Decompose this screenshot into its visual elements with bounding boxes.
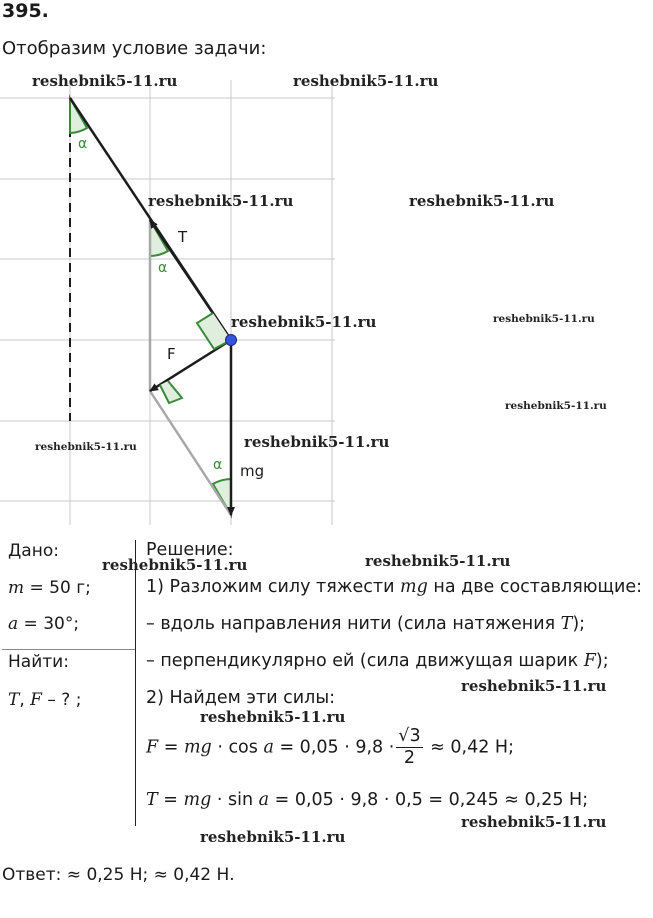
- grid: [0, 80, 335, 525]
- bullet1-post: );: [572, 614, 586, 634]
- intro-text: Отобразим условие задачи:: [2, 38, 267, 59]
- find-f: F: [30, 690, 42, 710]
- watermark: reshebnik5-11.ru: [461, 813, 607, 831]
- watermark: reshebnik5-11.ru: [244, 433, 390, 451]
- step1-post: на две составляющие:: [427, 577, 642, 597]
- gray-hypotenuse: [150, 391, 231, 515]
- solution-bullet2: [146, 651, 609, 671]
- eq1-lhs: F: [146, 737, 159, 758]
- label-f: F: [167, 345, 176, 363]
- answer-text: Ответ: ≈ 0,25 Н; ≈ 0,42 Н.: [2, 865, 235, 885]
- label-t: T: [178, 228, 188, 246]
- step1-var: mg: [400, 577, 428, 597]
- label-alpha-bottom: α: [213, 457, 223, 473]
- angle-var: a: [8, 614, 19, 634]
- watermark: reshebnik5-11.ru: [35, 441, 137, 453]
- fraction-numerator: √3: [398, 726, 421, 746]
- watermark: reshebnik5-11.ru: [505, 400, 607, 412]
- eq2-a: a: [258, 790, 270, 810]
- bullet2-pre: – перпендикулярно ей (сила движущая шарик: [146, 651, 584, 671]
- equation-f: [146, 728, 514, 767]
- eq1-mid1: =: [158, 737, 184, 758]
- watermark: reshebnik5-11.ru: [200, 708, 346, 726]
- given-mass: [8, 578, 91, 598]
- solution-bullet1: [146, 614, 585, 634]
- watermark: reshebnik5-11.ru: [409, 192, 555, 210]
- eq2-end: = 0,05 · 9,8 · 0,5 = 0,245 ≈ 0,25 Н;: [269, 790, 589, 810]
- watermark: reshebnik5-11.ru: [200, 828, 346, 846]
- equation-t: [146, 790, 588, 810]
- watermark: reshebnik5-11.ru: [148, 192, 294, 210]
- solution-step2: 2) Найдем эти силы:: [146, 688, 336, 708]
- label-alpha-top: α: [78, 136, 88, 152]
- eq1-end: ≈ 0,42 Н;: [424, 737, 514, 758]
- mass-value: = 50 г;: [24, 578, 91, 598]
- problem-number: 395.: [2, 0, 49, 22]
- watermark: reshebnik5-11.ru: [493, 313, 595, 325]
- label-mg: mg: [240, 462, 265, 480]
- label-alpha-mid: α: [158, 260, 168, 276]
- eq1-mid2: · cos: [211, 737, 264, 758]
- watermark: reshebnik5-11.ru: [231, 313, 377, 331]
- eq2-lhs: T: [146, 790, 158, 810]
- eq2-mid1: =: [157, 790, 184, 810]
- fraction: [396, 728, 422, 767]
- given-angle: [8, 614, 79, 634]
- step1-pre: 1) Разложим силу тяжести: [146, 577, 401, 597]
- find-title: Найти:: [8, 652, 69, 672]
- eq2-mid2: · sin: [211, 790, 259, 810]
- mass-var: m: [8, 578, 25, 598]
- bullet1-var: T: [560, 614, 573, 634]
- fraction-denominator: 2: [403, 747, 416, 768]
- solution-step1: [146, 577, 642, 597]
- find-rest: – ? ;: [41, 690, 82, 710]
- table-horizontal-divider: [2, 649, 135, 650]
- physics-diagram: [0, 80, 340, 530]
- eq2-mg: mg: [183, 790, 212, 810]
- table-vertical-divider: [135, 540, 136, 826]
- watermark: reshebnik5-11.ru: [293, 72, 439, 90]
- force-f-vector: [150, 340, 231, 391]
- watermark: reshebnik5-11.ru: [461, 677, 607, 695]
- find-values: [8, 690, 81, 710]
- given-title: Дано:: [8, 541, 59, 561]
- eq1-mid3: = 0,05 · 9,8 ·: [273, 737, 395, 758]
- ball-point: [226, 335, 237, 346]
- eq1-a: a: [263, 737, 274, 758]
- right-angle-mark-bottom: [160, 381, 182, 403]
- angle-value: = 30°;: [18, 614, 80, 634]
- watermark: reshebnik5-11.ru: [102, 556, 248, 574]
- find-t: T: [8, 690, 20, 710]
- bullet2-post: );: [595, 651, 609, 671]
- find-sep: ,: [19, 690, 31, 710]
- bullet1-pre: – вдоль направления нити (сила натяжения: [146, 614, 561, 634]
- bullet2-var: F: [583, 651, 596, 671]
- eq1-mg: mg: [183, 737, 212, 758]
- watermark: reshebnik5-11.ru: [365, 552, 511, 570]
- watermark: reshebnik5-11.ru: [32, 72, 178, 90]
- solution-title: Решение:: [146, 540, 234, 560]
